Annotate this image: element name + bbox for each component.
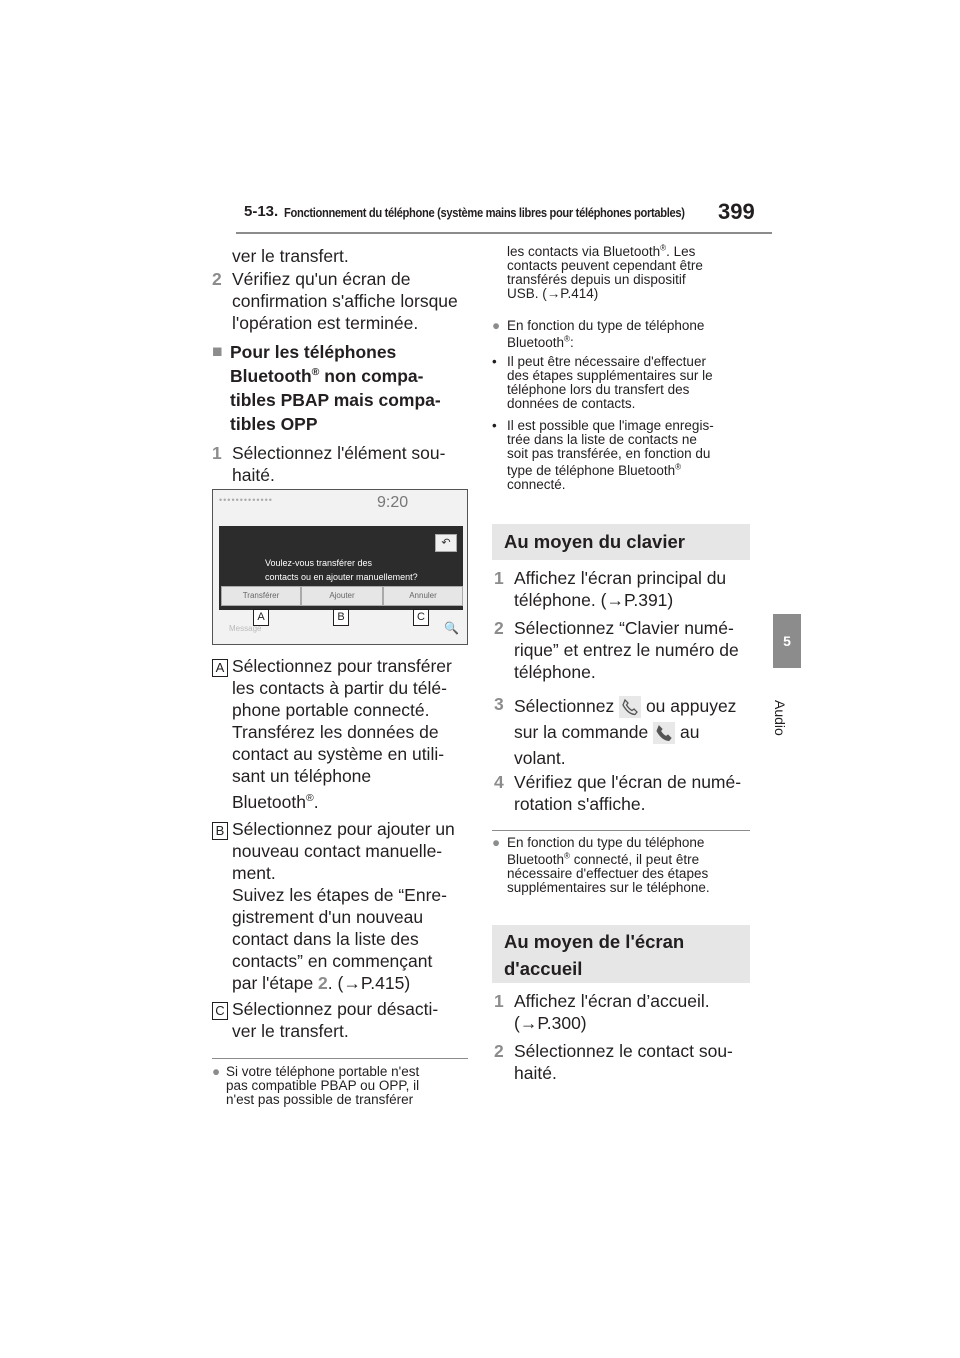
- item-text-line: sant un téléphone: [232, 766, 372, 786]
- item-text-line: contacts” en commençant: [232, 951, 433, 971]
- step-text-line: téléphone.: [514, 662, 596, 682]
- item-text-line: les contacts à partir du télé-: [232, 678, 447, 698]
- callout-c: C: [413, 609, 429, 626]
- step-number: 2: [494, 1041, 504, 1061]
- item-a: [212, 655, 452, 812]
- step-text-line: Sélectionnez le contact sou-: [514, 1041, 733, 1061]
- keypad-step-2: [494, 617, 739, 682]
- item-text-line: nouveau contact manuelle-: [232, 841, 443, 861]
- dialog-line: Voulez-vous transférer des: [265, 558, 373, 568]
- screen-clock: 9:20: [377, 494, 409, 511]
- note-line: trée dans la liste de contacts ne: [507, 432, 697, 447]
- registered-mark: ®: [564, 334, 571, 344]
- section-title: Fonctionnement du téléphone (système mains libres pour téléphones portables): [284, 205, 685, 220]
- add-button[interactable]: Ajouter: [301, 586, 383, 606]
- section-heading-home: [492, 925, 750, 983]
- note-line: En fonction du type de téléphone: [507, 318, 705, 333]
- step-text-line: Affichez l'écran d’accueil.: [514, 991, 710, 1011]
- round-bullet-icon: ●: [212, 1064, 221, 1079]
- arrow-icon: →: [546, 286, 561, 301]
- label-a: A: [212, 659, 228, 677]
- step-text-line: ou appuyez: [641, 696, 737, 716]
- registered-mark: ®: [305, 792, 314, 805]
- note-line: les contacts via Bluetooth: [507, 244, 661, 259]
- label-b: B: [212, 822, 228, 840]
- sub-bullet-1: [492, 354, 713, 411]
- item-b: [212, 818, 455, 993]
- item-text-line: Sélectionnez pour désacti-: [232, 999, 439, 1019]
- page-ref[interactable]: P.414): [560, 286, 599, 301]
- search-icon: 🔍: [444, 621, 459, 635]
- page-ref[interactable]: P.391): [623, 590, 674, 610]
- keypad-step-3: [494, 693, 737, 768]
- step-text-line: Vérifiez qu'un écran de: [232, 269, 411, 289]
- note-line: Il peut être nécessaire d'effectuer: [507, 354, 706, 369]
- callout-b: B: [333, 609, 349, 626]
- note-line: nécessaire d'effectuer des étapes: [507, 866, 709, 881]
- phone-icon: [653, 722, 675, 744]
- item-text-line: ment.: [232, 863, 276, 883]
- header-rule: [236, 232, 772, 234]
- back-icon[interactable]: ↶: [435, 534, 457, 552]
- label-c: C: [212, 1002, 228, 1020]
- heading-line: non compa-: [324, 366, 424, 386]
- note-line: n'est pas possible de transférer: [226, 1092, 414, 1107]
- note-line: Si votre téléphone portable n'est: [226, 1064, 420, 1079]
- dialog-text: [265, 556, 418, 584]
- note-3: [492, 835, 710, 895]
- note-line: . Les: [666, 244, 696, 259]
- heading-line: Au moyen de l'écran: [504, 931, 685, 952]
- heading-line: Bluetooth: [230, 366, 312, 386]
- signal-dots: •••••••••••••: [219, 495, 273, 505]
- item-text-line: contact au système en utili-: [232, 744, 445, 764]
- note-line: transférés depuis un dispositif: [507, 272, 686, 287]
- note-line: type de téléphone Bluetooth: [507, 463, 676, 478]
- step-text-line: Affichez l'écran principal du: [514, 568, 727, 588]
- step-number: 1: [494, 991, 504, 1011]
- heading-line: d'accueil: [504, 958, 583, 979]
- sub-bullet-2: [492, 418, 714, 492]
- note-line: Bluetooth: [507, 852, 565, 867]
- page-ref[interactable]: P.415): [360, 973, 411, 993]
- step-text-line: volant.: [514, 748, 566, 768]
- note-rule: [212, 1058, 468, 1059]
- step-text-line: (: [514, 1013, 520, 1033]
- step-text-line: téléphone. (: [514, 590, 607, 610]
- continued-text: ver le transfert.: [232, 246, 349, 266]
- square-bullet-icon: ■: [212, 341, 223, 361]
- step-number: 4: [494, 772, 504, 792]
- step-text-line: haité.: [232, 465, 275, 485]
- dialog-line: contacts ou en ajouter manuellement?: [265, 572, 418, 582]
- step-1: [212, 442, 446, 485]
- step-ref: 2: [318, 973, 328, 993]
- note-line: Il est possible que l'image enregis-: [507, 418, 714, 433]
- item-text-line: phone portable connecté.: [232, 700, 430, 720]
- note-line: des étapes supplémentaires sur le: [507, 368, 713, 383]
- arrow-icon: →: [343, 973, 361, 993]
- item-c: [212, 998, 439, 1041]
- note-line: USB. (: [507, 286, 547, 301]
- note-line: :: [570, 335, 574, 350]
- note-line: soit pas transférée, en fonction du: [507, 446, 711, 461]
- item-text-line: Suivez les étapes de “Enre-: [232, 885, 447, 905]
- step-number: 3: [494, 694, 504, 714]
- item-text-line: ver le transfert.: [232, 1021, 349, 1041]
- step-text-line: confirmation s'affiche lorsque: [232, 291, 458, 311]
- item-text-line: par l'étape: [232, 973, 319, 993]
- item-text-line: Bluetooth: [232, 792, 306, 812]
- registered-mark: ®: [311, 366, 320, 379]
- round-bullet-icon: ●: [492, 318, 501, 333]
- step-text-line: rotation s'affiche.: [514, 794, 646, 814]
- note-line: supplémentaires sur le téléphone.: [507, 880, 710, 895]
- heading-line: Pour les téléphones: [230, 342, 397, 362]
- note-line: données de contacts.: [507, 396, 636, 411]
- keypad-step-1: [494, 567, 727, 610]
- note-rule: [492, 830, 750, 831]
- registered-mark: ®: [660, 243, 667, 253]
- message-field: Message: [229, 624, 262, 633]
- note-line: connecté, il peut être: [570, 852, 700, 867]
- step-text-line: l'opération est terminée.: [232, 313, 419, 333]
- heading-line: tibles OPP: [230, 414, 318, 434]
- note-line: téléphone lors du transfert des: [507, 382, 690, 397]
- note-line: Bluetooth: [507, 335, 565, 350]
- step-number: 1: [494, 568, 504, 588]
- item-text-line: Transférez les données de: [232, 722, 439, 742]
- arrow-icon: →: [519, 1013, 538, 1033]
- subheading: [212, 340, 441, 434]
- chapter-label: Audio: [772, 700, 788, 736]
- note-line: En fonction du type du téléphone: [507, 835, 705, 850]
- callout-a: A: [253, 609, 269, 626]
- transfer-button[interactable]: Transférer: [221, 586, 301, 606]
- item-text-line: contact dans la liste des: [232, 929, 419, 949]
- keypad-step-4: [494, 771, 742, 814]
- item-text-line: Sélectionnez pour transférer: [232, 656, 452, 676]
- phone-icon: [619, 696, 641, 718]
- arrow-icon: →: [606, 590, 624, 610]
- step-2: [212, 268, 458, 333]
- step-text-line: Sélectionnez “Clavier numé-: [514, 618, 734, 638]
- step-text-line: Sélectionnez: [514, 696, 620, 716]
- dot-bullet-icon: •: [492, 354, 497, 369]
- step-text-line: Vérifiez que l'écran de numé-: [514, 772, 742, 792]
- system-screen-image: [212, 489, 468, 645]
- step-number: 2: [212, 269, 222, 289]
- step-number: 1: [212, 443, 222, 463]
- registered-mark: ®: [675, 462, 682, 472]
- note-line: pas compatible PBAP ou OPP, il: [226, 1078, 420, 1093]
- note-line: connecté.: [507, 477, 566, 492]
- note: [212, 1064, 420, 1107]
- page-ref[interactable]: P.300): [537, 1013, 587, 1033]
- home-step-2: [494, 1040, 733, 1083]
- registered-mark: ®: [564, 851, 571, 861]
- step-text-line: haité.: [514, 1063, 557, 1083]
- item-text-line: . (: [327, 973, 344, 993]
- item-text-line: Sélectionnez pour ajouter un: [232, 819, 455, 839]
- step-text-line: rique” et entrez le numéro de: [514, 640, 739, 660]
- section-number: 5-13.: [244, 203, 279, 220]
- item-text-line: .: [313, 792, 319, 812]
- step-text-line: sur la commande: [514, 722, 654, 742]
- home-step-1: [494, 990, 710, 1033]
- chapter-tab: 5: [773, 614, 801, 668]
- note-continued: [507, 245, 757, 301]
- item-text-line: gistrement d'un nouveau: [232, 907, 424, 927]
- cancel-button[interactable]: Annuler: [383, 586, 463, 606]
- section-heading-keypad: Au moyen du clavier: [492, 524, 750, 560]
- heading-line: tibles PBAP mais compa-: [230, 390, 441, 410]
- dot-bullet-icon: •: [492, 418, 497, 433]
- round-bullet-icon: ●: [492, 835, 501, 850]
- note-line: contacts peuvent cependant être: [507, 258, 703, 273]
- page-number: 399: [718, 199, 755, 224]
- note-2: [492, 318, 705, 350]
- step-number: 2: [494, 618, 504, 638]
- step-text-line: au: [675, 722, 700, 742]
- step-text-line: Sélectionnez l'élément sou-: [232, 443, 446, 463]
